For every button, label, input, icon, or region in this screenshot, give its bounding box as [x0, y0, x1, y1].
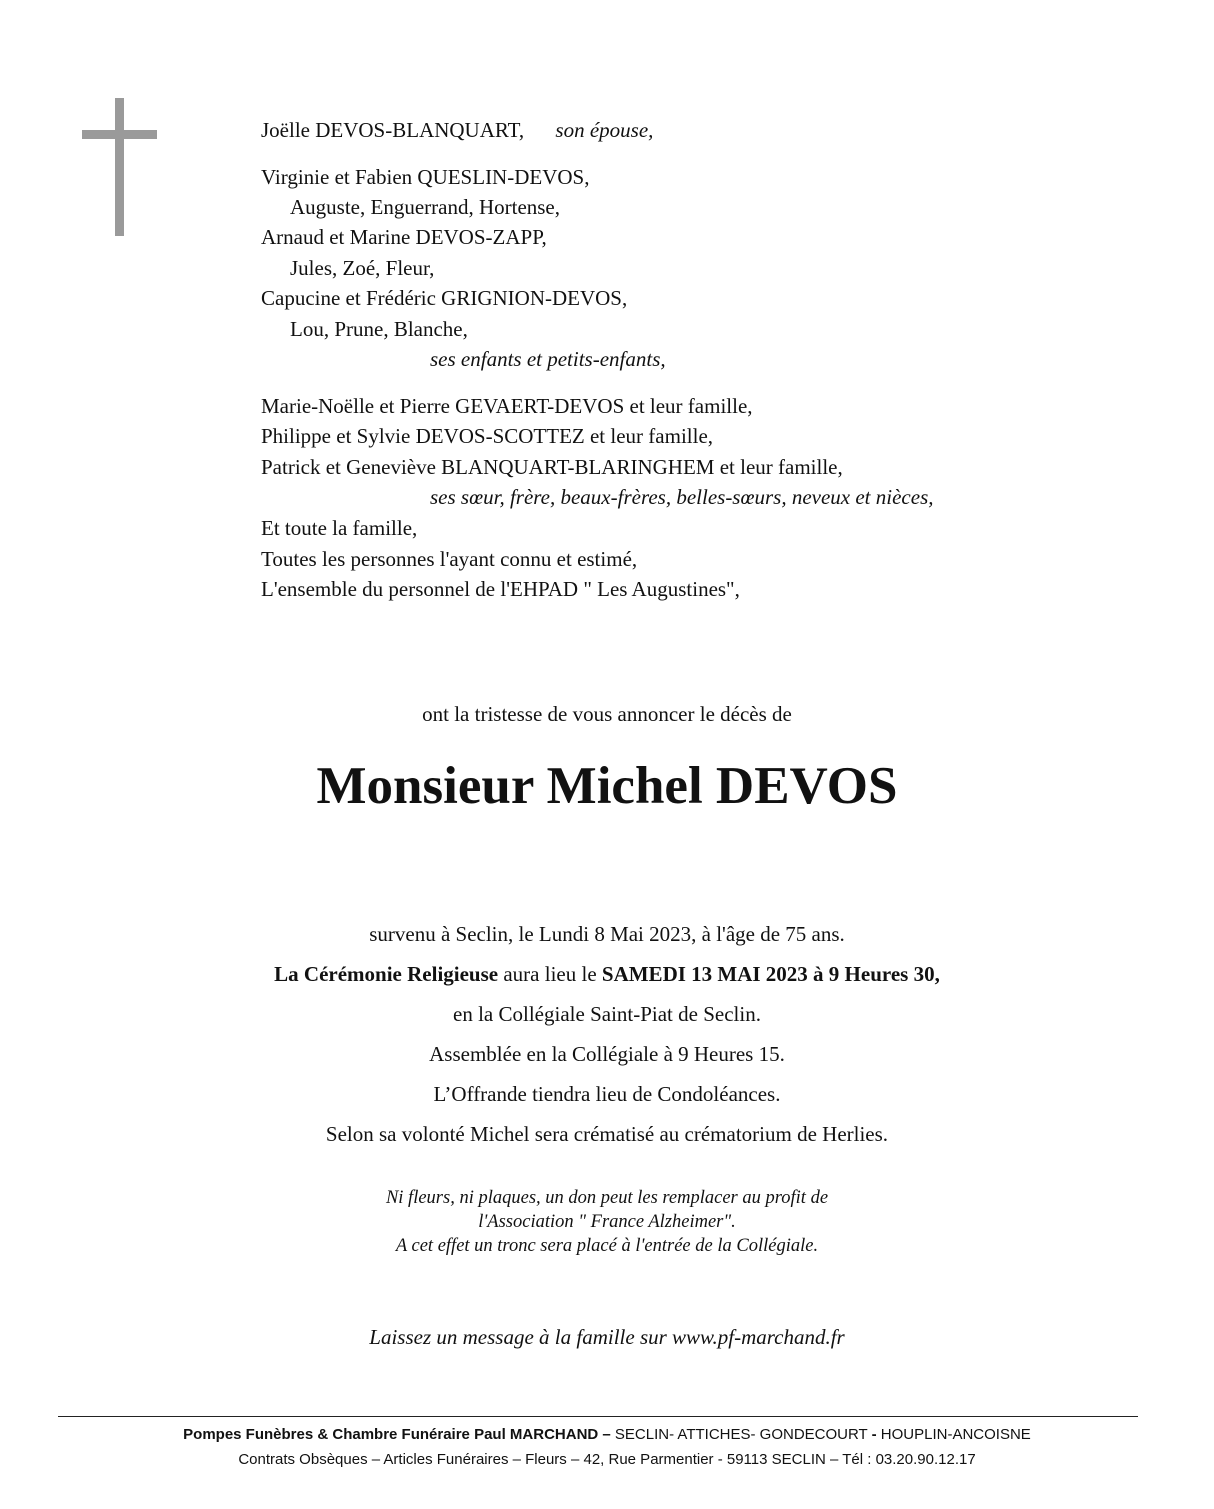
sibling-line: Philippe et Sylvie DEVOS-SCOTTEZ et leur famille,: [261, 424, 714, 448]
grandchildren-line: Auguste, Enguerrand, Hortense,: [290, 195, 561, 219]
footer-divider: [58, 1416, 1138, 1417]
footer-locations-b: HOUPLIN-ANCOISNE: [876, 1426, 1031, 1443]
footer-locations-a: SECLIN- ATTICHES- GONDECOURT: [610, 1426, 872, 1443]
child-line: Capucine et Frédéric GRIGNION-DEVOS,: [261, 286, 628, 310]
donation-note-line: A cet effet un tronc sera placé à l'entrée de la Collégiale.: [395, 1236, 819, 1256]
ceremony-place: en la Collégiale Saint-Piat de Seclin.: [453, 1002, 761, 1026]
children-role: ses enfants et petits-enfants,: [430, 347, 666, 371]
sibling-line: Patrick et Geneviève BLANQUART-BLARINGHEM et leur famille,: [261, 455, 843, 479]
other-line: Et toute la famille,: [261, 516, 418, 540]
child-line: Virginie et Fabien QUESLIN-DEVOS,: [261, 165, 590, 189]
spouse-name: Joëlle DEVOS-BLANQUART,: [261, 118, 525, 142]
other-line: Toutes les personnes l'ayant connu et estimé,: [261, 547, 638, 571]
child-line: Arnaud et Marine DEVOS-ZAPP,: [261, 225, 547, 249]
siblings-role: ses sœur, frère, beaux-frères, belles-sœurs, neveux et nièces,: [430, 485, 934, 509]
death-details: survenu à Seclin, le Lundi 8 Mai 2023, à l'âge de 75 ans.: [369, 922, 845, 946]
grandchildren-line: Jules, Zoé, Fleur,: [290, 256, 435, 280]
footer-company-line: [0, 1426, 1214, 1443]
donation-note-line: Ni fleurs, ni plaques, un don peut les remplacer au profit de: [385, 1188, 829, 1208]
website-message: Laissez un message à la famille sur www.pf-marchand.fr: [369, 1325, 845, 1349]
deceased-name: Monsieur Michel DEVOS: [316, 757, 898, 815]
ceremony-date: SAMEDI 13 MAI 2023 à 9 Heures 30,: [601, 962, 940, 986]
spouse-line: [261, 115, 653, 145]
offering-note: L’Offrande tiendra lieu de Condoléances.: [433, 1082, 781, 1106]
sibling-line: Marie-Noëlle et Pierre GEVAERT-DEVOS et leur famille,: [261, 394, 753, 418]
footer-company: Pompes Funèbres & Chambre Funéraire Paul MARCHAND –: [183, 1426, 611, 1443]
ceremony-line: [0, 962, 1214, 987]
ceremony-label: La Cérémonie Religieuse: [274, 962, 499, 986]
donation-note-line: l'Association " France Alzheimer".: [478, 1212, 736, 1232]
other-line: L'ensemble du personnel de l'EHPAD " Les Augustines",: [261, 577, 740, 601]
ceremony-connector: aura lieu le: [498, 962, 602, 986]
footer-contact: Contrats Obsèques – Articles Funéraires – Fleurs – 42, Rue Parmentier - 59113 SECLIN – Tél : 03.20.90.12.17: [238, 1451, 976, 1468]
cremation-note: Selon sa volonté Michel sera crématisé au crématorium de Herlies.: [325, 1122, 889, 1146]
assembly-time: Assemblée en la Collégiale à 9 Heures 15.: [429, 1042, 785, 1066]
spouse-role: son épouse,: [555, 118, 654, 142]
announcement: ont la tristesse de vous annoncer le décès de: [422, 702, 792, 726]
footer-dash: -: [871, 1426, 877, 1443]
grandchildren-line: Lou, Prune, Blanche,: [290, 317, 468, 341]
